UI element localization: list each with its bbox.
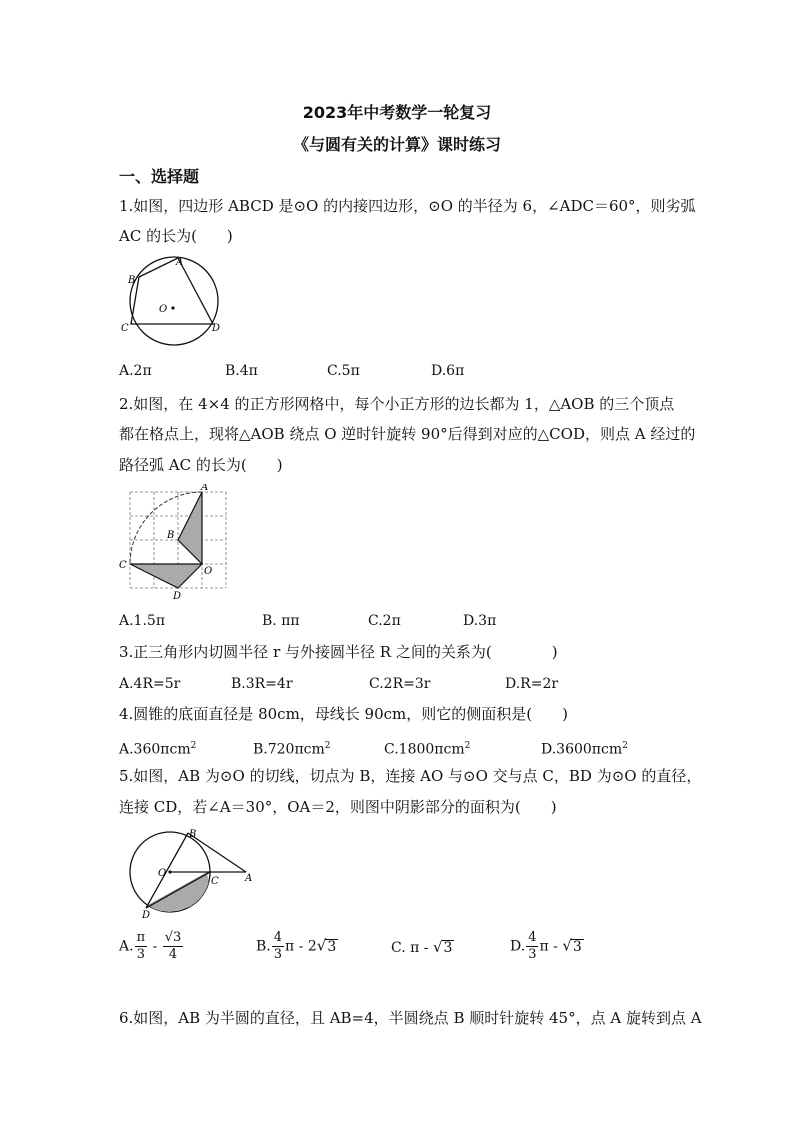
q2-option-d[interactable]: D.3π	[463, 613, 497, 629]
q1-option-b[interactable]: B.4π	[225, 363, 258, 379]
q2-option-a[interactable]: A.1.5π	[119, 613, 166, 629]
q5-option-a[interactable]: A. $\frac{\pi}{3}$ - $\frac{√3}{4}$	[119, 930, 182, 962]
q5-label-a: A	[245, 873, 253, 884]
q4-option-a[interactable]: A.360πcm$^2$	[119, 741, 197, 758]
q5-label-c: C	[211, 876, 219, 887]
q2-label-d: D	[173, 591, 182, 602]
q4-line-1: 4.圆锥的底面直径是 80cm，母线长 90cm，则它的侧面积是( )	[119, 705, 568, 723]
q1-label-o: O	[159, 304, 168, 315]
q5-label-b: B	[189, 829, 197, 840]
q1-label-d: D	[212, 323, 221, 334]
q2-label-o: O	[204, 566, 213, 577]
q6-line-1: 6.如图，AB 为半圆的直径，且 AB=4，半圆绕点 B 顺时针旋转 45°，点 A 旋转到点 A	[119, 1009, 702, 1027]
q5-option-c[interactable]: C. π - √3	[391, 938, 453, 956]
q2-line-1: 2.如图，在 4×4 的正方形网格中，每个小正方形的边长都为 1，△AOB 的三个顶点	[119, 395, 675, 413]
q3-option-d[interactable]: D.R=2r	[505, 676, 559, 692]
q3-option-c[interactable]: C.2R=3r	[369, 676, 431, 692]
q5-label-d: D	[142, 910, 151, 920]
q1-label-a: A	[176, 257, 184, 268]
title-line-1: 2023年中考数学一轮复习	[302, 103, 492, 122]
q2-line-2: 都在格点上，现将△AOB 绕点 O 逆时针旋转 90°后得到对应的△COD，则点 A 经过的	[119, 425, 696, 443]
q3-line-1: 3.正三角形内切圆半径 r 与外接圆半径 R 之间的关系为( )	[119, 643, 558, 661]
q2-line-3: 路径弧 AC 的长为( )	[119, 456, 283, 474]
q1-line-2: AC 的长为( )	[119, 227, 233, 245]
q2-label-c: C	[119, 560, 127, 571]
q5-line-2: 连接 CD，若∠A＝30°，OA＝2，则图中阴影部分的面积为( )	[119, 798, 557, 816]
q2-option-c[interactable]: C.2π	[368, 613, 401, 629]
q2-label-b: B	[167, 530, 175, 541]
q3-option-b[interactable]: B.3R=4r	[231, 676, 293, 692]
q1-figure	[118, 255, 228, 347]
q1-option-d[interactable]: D.6π	[431, 363, 465, 379]
q2-figure	[117, 484, 232, 602]
q5-label-o: O	[158, 868, 167, 879]
q5-line-1: 5.如图，AB 为⊙O 的切线，切点为 B，连接 AO 与⊙O 交与点 C，BD 为⊙O 的直径，	[119, 767, 702, 785]
q2-option-b[interactable]: B. ππ	[262, 613, 300, 629]
q1-option-a[interactable]: A.2π	[119, 363, 152, 379]
q1-label-c: C	[121, 323, 129, 334]
q1-line-1: 1.如图，四边形 ABCD 是⊙O 的内接四边形，⊙O 的半径为 6，∠ADC＝60°，则劣弧	[119, 197, 696, 215]
section-heading: 一、选择题	[119, 167, 200, 186]
q5-option-d[interactable]: D. $\frac{4}{3}$ π - √3	[510, 930, 582, 962]
q2-label-a: A	[201, 484, 209, 493]
q4-option-d[interactable]: D.3600πcm$^2$	[541, 741, 628, 758]
title-line-2: 《与圆有关的计算》课时练习	[292, 135, 501, 154]
q1-option-c[interactable]: C.5π	[327, 363, 360, 379]
q1-label-b: B	[128, 275, 136, 286]
q4-option-c[interactable]: C.1800πcm$^2$	[384, 741, 471, 758]
q3-option-a[interactable]: A.4R=5r	[119, 676, 181, 692]
q4-option-b[interactable]: B.720πcm$^2$	[253, 741, 331, 758]
q5-option-b[interactable]: B. $\frac{4}{3}$ π - 2√3	[256, 930, 337, 962]
q5-figure	[122, 826, 262, 920]
